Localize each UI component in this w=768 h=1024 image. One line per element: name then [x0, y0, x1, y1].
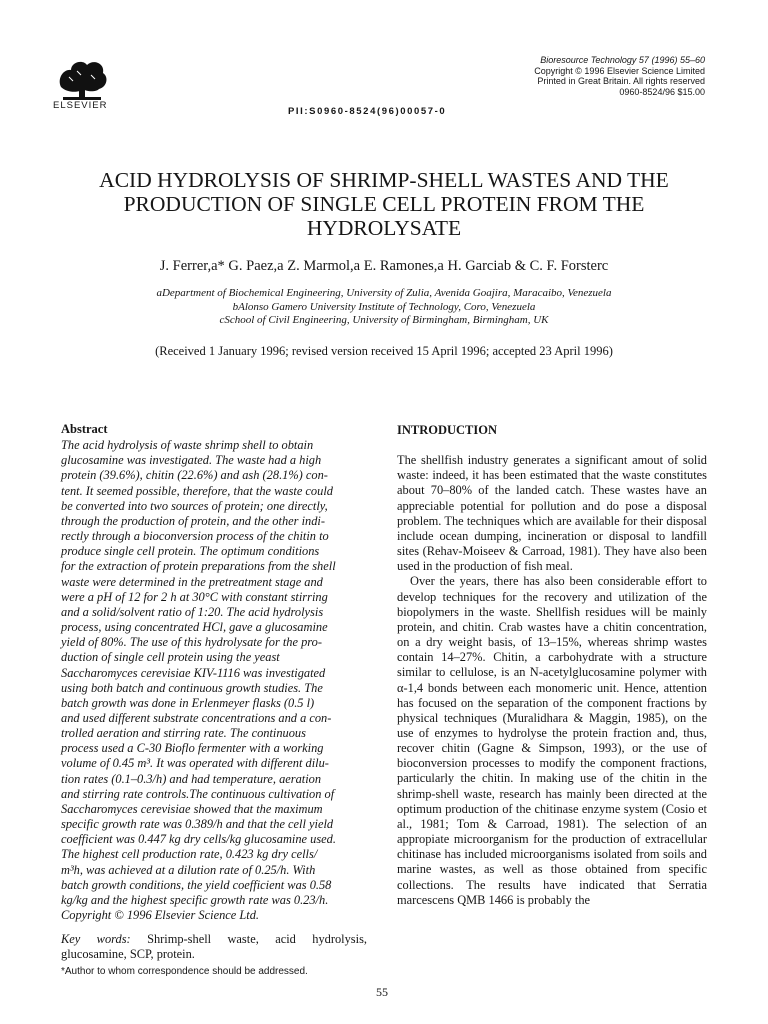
title-line: PRODUCTION OF SINGLE CELL PROTEIN FROM THE	[123, 192, 645, 216]
publisher-name: ELSEVIER	[53, 100, 108, 111]
page-number: 55	[376, 985, 388, 999]
affiliation-a: aDepartment of Biochemical Engineering, University of Zulia, Avenida Goajira, Maracaibo, Venezuela	[156, 287, 612, 299]
pii-code: PII:S0960-8524(96)00057-0	[288, 106, 447, 117]
abstract-line: The highest cell production rate, 0.423 kg dry cells/	[61, 847, 318, 862]
keywords	[61, 932, 367, 962]
keywords-text: Shrimp-shell waste, acid hydrolysis, glucosamine, SCP, protein.	[61, 932, 367, 962]
title-line: HYDROLYSATE	[306, 216, 462, 240]
abstract-line: glucosamine was investigated. The waste had a high	[61, 453, 322, 468]
abstract-line: batch growth was done in Erlenmeyer flasks (0.5 l)	[61, 695, 315, 710]
introduction-section	[397, 423, 707, 908]
abstract-body	[61, 438, 367, 923]
paper-title	[50, 168, 718, 240]
journal-issn-price: 0960-8524/96 $15.00	[619, 86, 705, 97]
journal-info	[534, 55, 705, 97]
journal-copyright: Copyright © 1996 Elsevier Science Limited	[534, 65, 705, 76]
abstract-line: rectly through a bioconversion process of the chitin to	[61, 529, 329, 544]
title-line: ACID HYDROLYSIS OF SHRIMP-SHELL WASTES AND THE	[99, 168, 669, 192]
abstract-line: tent. It seemed possible, therefore, that the waste could	[61, 483, 333, 498]
affiliation-b: bAlonso Gamero University Institute of Technology, Coro, Venezuela	[232, 300, 536, 313]
abstract-line: for the extraction of protein preparations from the shell	[61, 559, 336, 574]
abstract-line: yield of 80%. The use of this hydrolysate for the pro-	[61, 635, 322, 650]
abstract-line: produce single cell protein. The optimum conditions	[61, 544, 320, 559]
keywords-label: Key words:	[61, 932, 131, 947]
author-list: J. Ferrer,a* G. Paez,a Z. Marmol,a E. Ramones,a H. Garciab & C. F. Forsterc	[159, 258, 609, 274]
introduction-paragraph: Over the years, there has also been considerable effort to develop techniques for the recovery and utilization of the biopolymers in the waste. Shellfish residues will be mainly protein, and chitin. Crab wastes have a chitin concentration, on a dry weight basis, of 13–15%, whereas shrimp wastes contain 14–27%. Chitin, a carbohydrate with a structure similar to cellulose, is an N-acetylglucosamine polymer with α-1,4 bonds between each monomeric unit. Hence, attention has focused on the separation of the component fractions by physical techniques (Muralidhara & Maggin, 1985), on the use of enzymes to hydrolyse the protein fraction and, thus, recover chitin (Gagne & Simpson, 1993), or the use of bioconversion processes to modify the component fractions, particularly the chitin. In making use of the chitin in the shrimp-shell waste, research has mainly been directed at the optimum production of the chitinase enzyme system (Cosio et al., 1981; Tom & Carroad, 1981). The selection of an appropiate microorganism for the production of extracellular chitinase has included microorganisms isolated from soils and marine wastes, as well as those obtained from specific collections. The results have indicated that Serratia marcescens QMB 1466 is probably the	[397, 574, 707, 907]
footnote: *Author to whom correspondence should be addressed.	[61, 966, 308, 977]
abstract-line: be converted into two sources of protein; one directly,	[61, 498, 328, 513]
affiliations	[40, 287, 728, 328]
abstract-line: batch growth conditions, the yield coefficient was 0.58	[61, 877, 332, 892]
abstract-section	[61, 422, 367, 962]
affiliation-c: cSchool of Civil Engineering, University of Birmingham, Birmingham, UK	[219, 314, 549, 326]
abstract-heading: Abstract	[61, 422, 108, 436]
abstract-line: Saccharomyces cerevisiae showed that the maximum	[61, 801, 323, 816]
abstract-line: using both batch and continuous growth studies. The	[61, 680, 323, 695]
abstract-line: duction of single cell protein using the yeast	[61, 650, 280, 665]
abstract-line: specific growth rate was 0.389/h and that the cell yield	[61, 817, 334, 832]
abstract-line: The acid hydrolysis of waste shrimp shell to obtain	[61, 438, 314, 453]
abstract-line: trolled aeration and stirring rate. The continuous	[61, 726, 306, 741]
abstract-line: through the production of protein, and the other indi-	[61, 513, 325, 528]
abstract-line: and a solid/solvent ratio of 1:20. The acid hydrolysis	[61, 604, 324, 619]
received-dates: (Received 1 January 1996; revised version received 15 April 1996; accepted 23 April 1996)	[155, 344, 613, 358]
abstract-line: waste were determined in the pretreatment stage and	[61, 574, 323, 589]
introduction-heading: INTRODUCTION	[397, 423, 498, 437]
abstract-line: process, using concentrated HCl, gave a glucosamine	[61, 620, 328, 635]
abstract-line: Copyright © 1996 Elsevier Science Ltd.	[61, 908, 259, 922]
abstract-line: and used different substrate concentrations and a con-	[61, 710, 332, 725]
abstract-line: tion rates (0.1–0.3/h) and had temperature, aeration	[61, 771, 322, 786]
abstract-line: were a pH of 12 for 2 h at 30°C with constant stirring	[61, 589, 328, 604]
abstract-line: protein (39.6%), chitin (22.6%) and ash (28.1%) con-	[61, 468, 328, 483]
abstract-line: volume of 0.45 m³. It was operated with different dilu-	[61, 756, 329, 771]
abstract-line: process used a C-30 Bioflo fermenter with a working	[61, 741, 324, 756]
abstract-line: kg/kg and the highest specific growth rate was 0.23/h.	[61, 892, 329, 907]
abstract-line: Saccharomyces cerevisiae KIV-1116 was investigated	[61, 665, 326, 680]
journal-citation: Bioresource Technology 57 (1996) 55–60	[540, 55, 705, 65]
journal-printed: Printed in Great Britain. All rights reserved	[537, 76, 705, 86]
introduction-paragraph: The shellfish industry generates a significant amout of solid waste: indeed, it has been estimated that the waste constitutes about 70–80% of the landed catch. These wastes have an appreciable potential for pollution and do pose a disposal problem. The techniques which are available for their disposal include ocean dumping, incineration or disposal to landfill sites (Rehav-Moiseev & Carroad, 1981). They have also been used in the production of fish meal.	[397, 453, 707, 574]
elsevier-logo-tree-icon	[55, 57, 109, 103]
abstract-line: coefficient was 0.447 kg dry cells/kg glucosamine used.	[61, 832, 336, 847]
abstract-line: and stirring rate controls.The continuous cultivation of	[61, 786, 335, 801]
abstract-line: m³h, was achieved at a dilution rate of 0.25/h. With	[61, 862, 316, 877]
